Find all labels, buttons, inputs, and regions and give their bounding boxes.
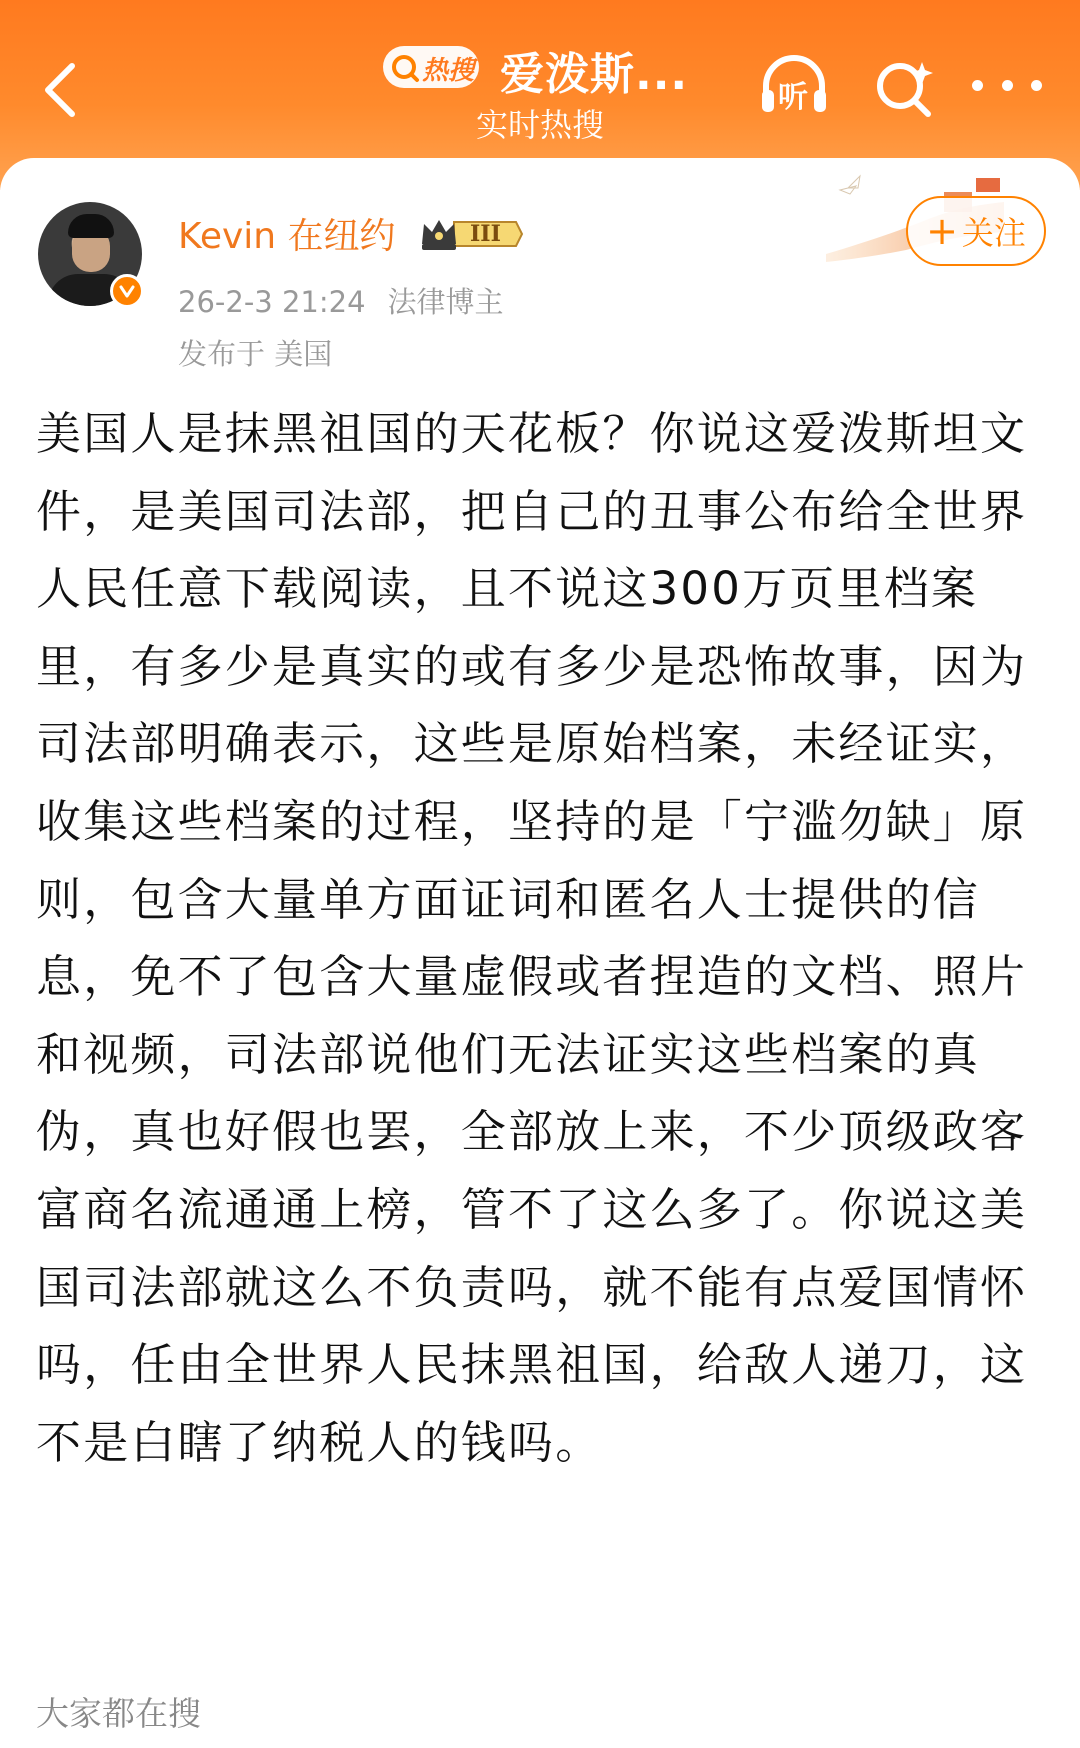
post-meta [178, 280, 504, 321]
post-location: 发布于 美国 [178, 337, 333, 371]
trending-section-title: 大家都在搜 [36, 1694, 201, 1733]
vip-badge[interactable] [418, 212, 526, 256]
hot-badge-label: 热搜 [422, 56, 475, 86]
verified-v-icon [110, 274, 144, 308]
more-button[interactable] [972, 60, 1042, 110]
follow-button[interactable] [906, 196, 1046, 266]
follow-label: 关注 [961, 214, 1026, 252]
listen-label: 听 [778, 80, 808, 115]
more-dot-icon [1031, 80, 1042, 91]
hot-search-badge [382, 45, 480, 89]
search-sparkle-icon [870, 54, 940, 124]
listen-button[interactable] [756, 48, 832, 124]
more-dot-icon [972, 80, 983, 91]
post-body: 美国人是抹黑祖国的天花板？你说这爱泼斯坦文件，是美国司法部，把自己的丑事公布给全世界人民任意下载阅读，且不说这300万页里档案里，有多少是真实的或有多少是恐怖故事，因为司法部明确表示，这些是原始档案，未经证实，收集这些档案的过程，坚持的是「宁滥勿缺」原则，包含大量单方面证词和匿名人士提供的信息，免不了包含大量虚假或者捏造的文档、照片和视频，司法部说他们无法证实这些档案的真伪，真也好假也罢，全部放上来，不少顶级政客富商名流通通上榜，管不了这么多了。你说这美国司法部就这么不负责吗，就不能有点爱国情怀吗，任由全世界人民抹黑祖国，给敌人递刀，这不是白瞎了纳税人的钱吗。 [36, 407, 1028, 1469]
search-button[interactable] [870, 54, 940, 124]
post-date: 26-2-3 21:24 [178, 285, 366, 319]
vip-level: III [470, 221, 501, 247]
author-name[interactable]: Kevin 在纽约 [178, 216, 396, 257]
author-tag: 法律博主 [387, 285, 504, 319]
more-dot-icon [1002, 80, 1013, 91]
plus-icon: + [926, 209, 958, 253]
header-title: 爱泼斯... [500, 49, 689, 100]
header-subtitle-text: 实时热搜 [475, 106, 604, 144]
